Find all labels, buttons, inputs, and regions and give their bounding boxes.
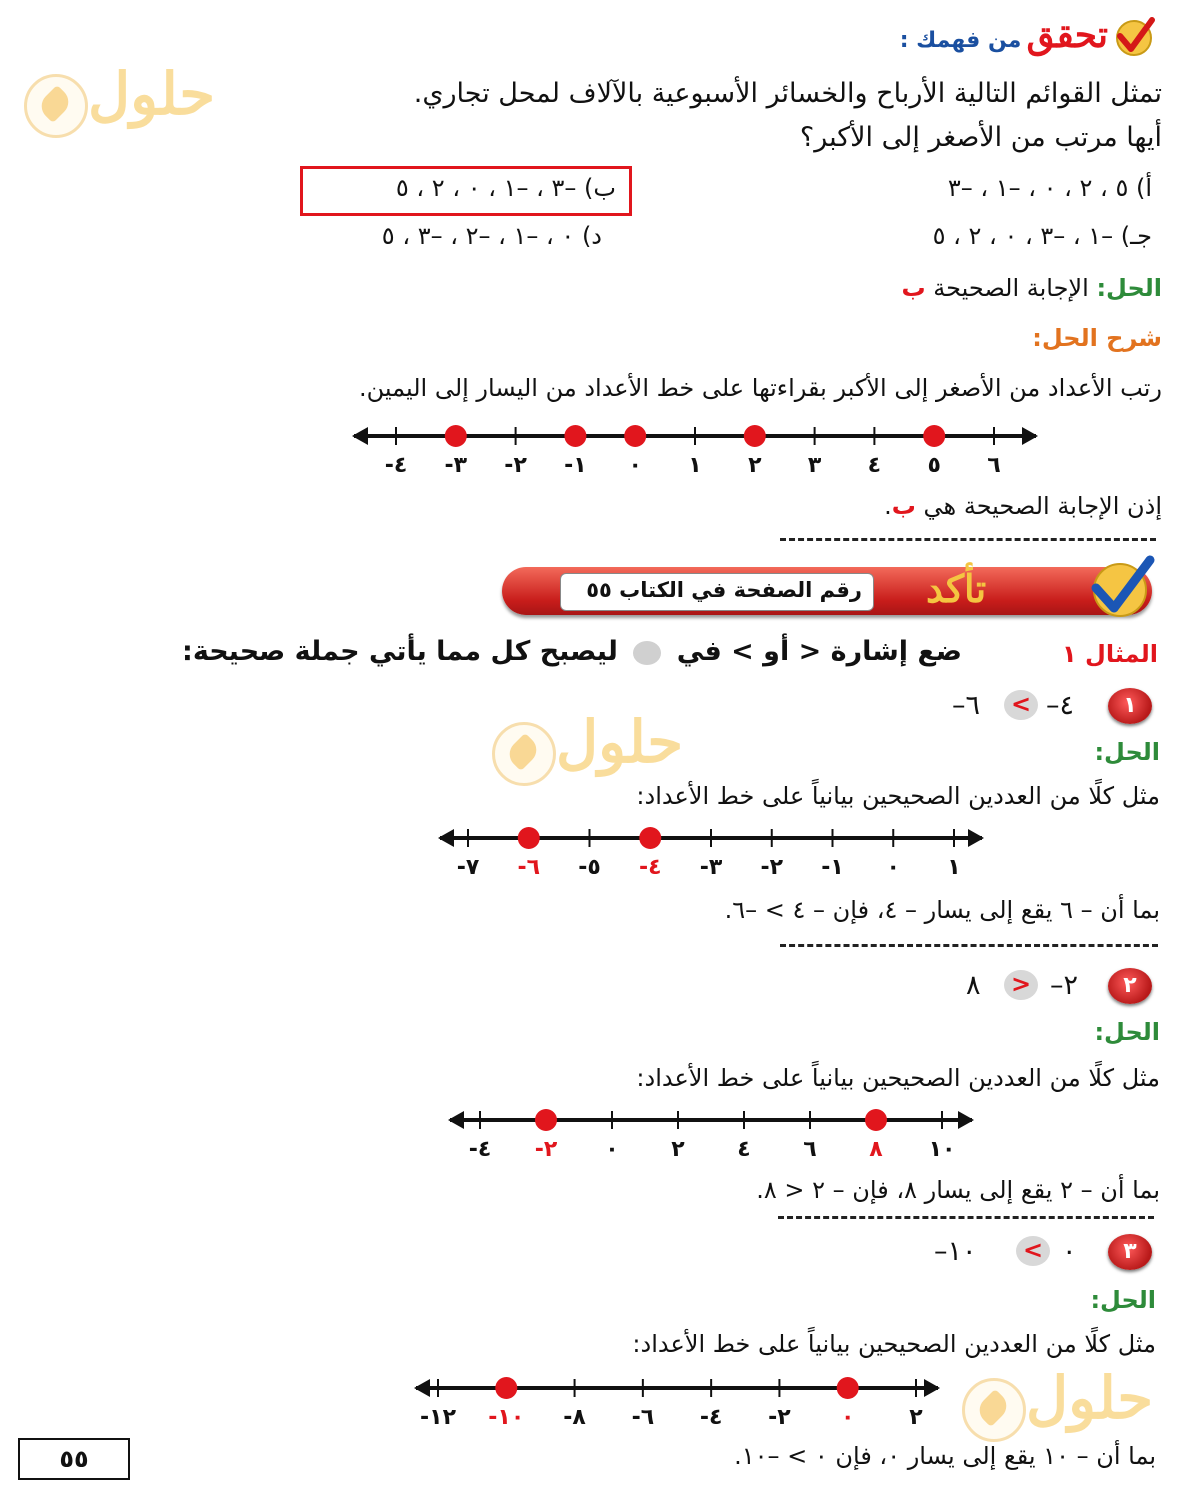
tick-label: ١ [688, 453, 702, 478]
solution-answer: ب [901, 274, 926, 302]
tick-label: ٨ [869, 1137, 883, 1162]
tick-label: ٠ [628, 453, 642, 478]
plotted-point [639, 827, 661, 849]
page-number: ٥٥ [18, 1438, 130, 1480]
represent-text: مثل كلًا من العددين الصحيحين بيانياً على خط الأعداد: [636, 782, 1160, 810]
solution-label: الحل: [1090, 1286, 1156, 1314]
solution-label: الحل: [1096, 274, 1162, 302]
plotted-point [837, 1377, 859, 1399]
check-heading-subtitle: من فهمك : [899, 28, 1022, 53]
comparison-sign: < [1004, 690, 1038, 720]
problem-right-number: ٨ [966, 970, 981, 1001]
check-heading-title: تحقق [1026, 14, 1108, 56]
tick-label: ٣ [807, 453, 822, 478]
tick-label: -١٠ [488, 1405, 525, 1430]
tick-label: -٢ [768, 1405, 791, 1430]
watermark-text: حلول [88, 60, 216, 128]
divider [780, 944, 1158, 947]
tick-label: -٤ [384, 453, 408, 478]
watermark-icon [962, 1378, 1026, 1442]
tick-label: ١٠ [928, 1137, 956, 1162]
plotted-point [445, 425, 467, 447]
comparison-sign: < [1016, 1236, 1050, 1266]
explanation-label: شرح الحل: [1032, 324, 1162, 352]
choice-d: د) ٠ ، –١ ، –٢ ، –٣ ، ٥ [381, 222, 602, 250]
plotted-point [495, 1377, 517, 1399]
choice-a: أ) ٥ ، ٢ ، ٠ ، –١ ، –٣ [947, 174, 1152, 202]
arrow-right-icon [1022, 427, 1038, 445]
conclusion-line [884, 492, 1162, 520]
check-heading [900, 14, 1108, 56]
problem-conclusion: بما أن – ٦ يقع إلى يسار – ٤، فإن – ٤ > –٦. [724, 896, 1160, 924]
plotted-point [744, 425, 766, 447]
watermark-text: حلول [556, 708, 684, 776]
problem-left-number: –٢ [1050, 970, 1079, 1001]
tick-label: ٠ [840, 1405, 855, 1430]
solution-text: الإجابة الصحيحة [933, 274, 1089, 302]
problem-right-number: –١٠ [934, 1236, 977, 1267]
choice-b: ب) –٣ ، –١ ، ٠ ، ٢ ، ٥ [395, 174, 616, 202]
tick-label: -١ [821, 855, 844, 880]
tick-label: ٢ [671, 1137, 685, 1162]
tick-label: -٣ [444, 453, 468, 478]
banner-title: تأكد [926, 566, 987, 611]
problem-left-number: –٤ [1046, 690, 1075, 721]
plotted-point [535, 1109, 557, 1131]
problem-conclusion: بما أن – ٢ يقع إلى يسار ٨، فإن – ٢ < ٨. [756, 1176, 1160, 1204]
instruction-end-text: ليصبح كل مما يأتي جملة صحيحة: [182, 636, 618, 667]
plotted-point [865, 1109, 887, 1131]
tick-label: -١ [564, 453, 587, 478]
tick-label: ٠ [605, 1137, 619, 1162]
tick-label: -٤ [638, 855, 662, 880]
tick-label: ٤ [737, 1137, 751, 1162]
problem-number-badge: ١ [1108, 688, 1152, 724]
question-line-1: تمثل القوائم التالية الأرباح والخسائر الأسبوعية بالآلاف لمحل تجاري. [413, 78, 1162, 109]
problem-conclusion: بما أن – ١٠ يقع إلى يسار ٠، فإن ٠ > –١٠. [734, 1442, 1156, 1470]
arrow-left-icon [352, 427, 368, 445]
problem-number-badge: ٣ [1108, 1234, 1152, 1270]
tick-label: ٢ [909, 1405, 923, 1430]
arrow-right-icon [958, 1111, 974, 1129]
number-line-problem-2 [446, 1104, 976, 1164]
tick-label: ٢ [748, 453, 762, 478]
plotted-point [624, 425, 646, 447]
example-label: المثال ١ [1062, 640, 1158, 668]
conclusion-text: إذن الإجابة الصحيحة هي [923, 492, 1162, 520]
instruction-text: ضع إشارة < أو > في [676, 636, 962, 667]
problem-right-number: –٦ [952, 690, 981, 721]
arrow-left-icon [448, 1111, 464, 1129]
number-line-problem-3 [412, 1372, 942, 1432]
tick-label: ٦ [987, 453, 1001, 478]
solution-label: الحل: [1094, 1018, 1160, 1046]
conclusion-answer: ب [891, 492, 916, 520]
plotted-point [564, 425, 586, 447]
problem-number-badge: ٢ [1108, 968, 1152, 1004]
comparison-circle-icon [633, 641, 661, 665]
problem-left-number: ٠ [1062, 1236, 1077, 1267]
number-line-main [350, 420, 1040, 480]
tick-label: ٦ [803, 1137, 817, 1162]
tick-label: -٣ [699, 855, 723, 880]
watermark-icon [24, 74, 88, 138]
represent-text: مثل كلًا من العددين الصحيحين بيانياً على خط الأعداد: [632, 1330, 1156, 1358]
tick-label: ٥ [927, 453, 941, 478]
number-line-problem-1 [436, 822, 986, 882]
tick-label: -٢ [504, 453, 527, 478]
divider [780, 538, 1156, 541]
tick-label: -٤ [468, 1137, 492, 1162]
represent-text: مثل كلًا من العددين الصحيحين بيانياً على خط الأعداد: [636, 1064, 1160, 1092]
tick-label: -٦ [517, 855, 541, 880]
arrow-left-icon [438, 829, 454, 847]
watermark-logo [24, 60, 244, 146]
watermark-icon [492, 722, 556, 786]
watermark-text: حلول [1026, 1364, 1154, 1432]
tick-label: -٥ [578, 855, 601, 880]
comparison-sign: > [1004, 970, 1038, 1000]
choice-c: جـ) –١ ، –٣ ، ٠ ، ٢ ، ٥ [932, 222, 1152, 250]
banner-check-icon [1086, 552, 1156, 622]
tick-label: -١٢ [420, 1405, 456, 1430]
tick-label: -٢ [760, 855, 784, 880]
tick-label: -٤ [699, 1405, 723, 1430]
tick-label: ٤ [867, 453, 882, 478]
explanation-text: رتب الأعداد من الأصغر إلى الأكبر بقراءتها على خط الأعداد من اليسار إلى اليمين. [358, 374, 1162, 402]
arrow-right-icon [968, 829, 984, 847]
banner-page-ref: رقم الصفحة في الكتاب ٥٥ [586, 578, 862, 602]
solution-line [901, 274, 1162, 302]
plotted-point [923, 425, 945, 447]
tick-label: ٠ [886, 855, 900, 880]
tick-label: -٦ [631, 1405, 655, 1430]
question-line-2: أيها مرتب من الأصغر إلى الأكبر؟ [799, 122, 1162, 153]
tick-label: ١ [947, 855, 961, 880]
solution-label: الحل: [1094, 738, 1160, 766]
arrow-right-icon [924, 1379, 940, 1397]
arrow-left-icon [414, 1379, 430, 1397]
check-icon [1112, 14, 1156, 58]
tick-label: -٨ [563, 1405, 586, 1430]
tick-label: -٧ [456, 855, 480, 880]
conclusion-period: . [884, 492, 892, 520]
divider [778, 1216, 1154, 1219]
plotted-point [518, 827, 540, 849]
tick-label: -٢ [534, 1137, 558, 1162]
watermark-logo [962, 1364, 1182, 1450]
example-instruction [182, 636, 962, 667]
